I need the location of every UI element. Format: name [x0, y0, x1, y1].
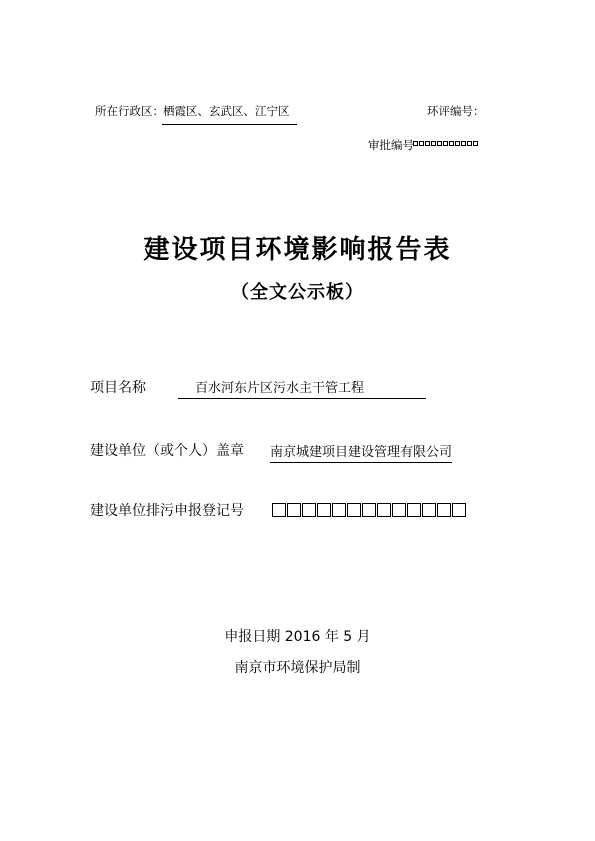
permit-digit-box	[347, 503, 361, 517]
approval-digit-box	[449, 141, 454, 146]
project-name-label: 项目名称	[90, 380, 146, 396]
approval-digit-box	[443, 141, 448, 146]
report-date: 申报日期 2016 年 5 月	[224, 629, 371, 645]
permit-number-boxes	[272, 503, 466, 517]
permit-digit-box	[437, 503, 451, 517]
permit-digit-box	[362, 503, 376, 517]
approval-digit-box	[455, 141, 460, 146]
approval-digit-box	[437, 141, 442, 146]
approval-digit-box	[431, 141, 436, 146]
builder-value: 南京城建项目建设管理有限公司	[270, 441, 452, 463]
permit-digit-box	[332, 503, 346, 517]
approval-digit-box	[467, 141, 472, 146]
permit-digit-box	[452, 503, 466, 517]
permit-number-label: 建设单位排污申报登记号	[90, 503, 244, 519]
approval-digit-box	[425, 141, 430, 146]
approval-digit-box	[419, 141, 424, 146]
permit-digit-box	[392, 503, 406, 517]
document-title: 建设项目环境影响报告表	[143, 235, 452, 265]
permit-digit-box	[272, 503, 286, 517]
approval-digit-box	[413, 141, 418, 146]
permit-digit-box	[302, 503, 316, 517]
project-name-value: 百水河东片区污水主干管工程	[178, 377, 426, 399]
approval-number-boxes	[413, 141, 478, 146]
permit-digit-box	[287, 503, 301, 517]
approval-number-label: 审批编号	[368, 138, 414, 152]
issuing-authority: 南京市环境保护局制	[234, 660, 361, 676]
region-label: 所在行政区：	[95, 104, 164, 118]
permit-digit-box	[317, 503, 331, 517]
approval-digit-box	[473, 141, 478, 146]
eia-number-label: 环评编号：	[427, 104, 485, 118]
permit-digit-box	[407, 503, 421, 517]
permit-digit-box	[422, 503, 436, 517]
builder-label: 建设单位（或个人）盖章	[90, 443, 244, 459]
permit-digit-box	[377, 503, 391, 517]
document-subtitle: （全文公示板）	[231, 282, 364, 303]
region-value: 栖霞区、玄武区、江宁区	[163, 104, 290, 118]
region-underline	[162, 124, 297, 125]
approval-digit-box	[461, 141, 466, 146]
